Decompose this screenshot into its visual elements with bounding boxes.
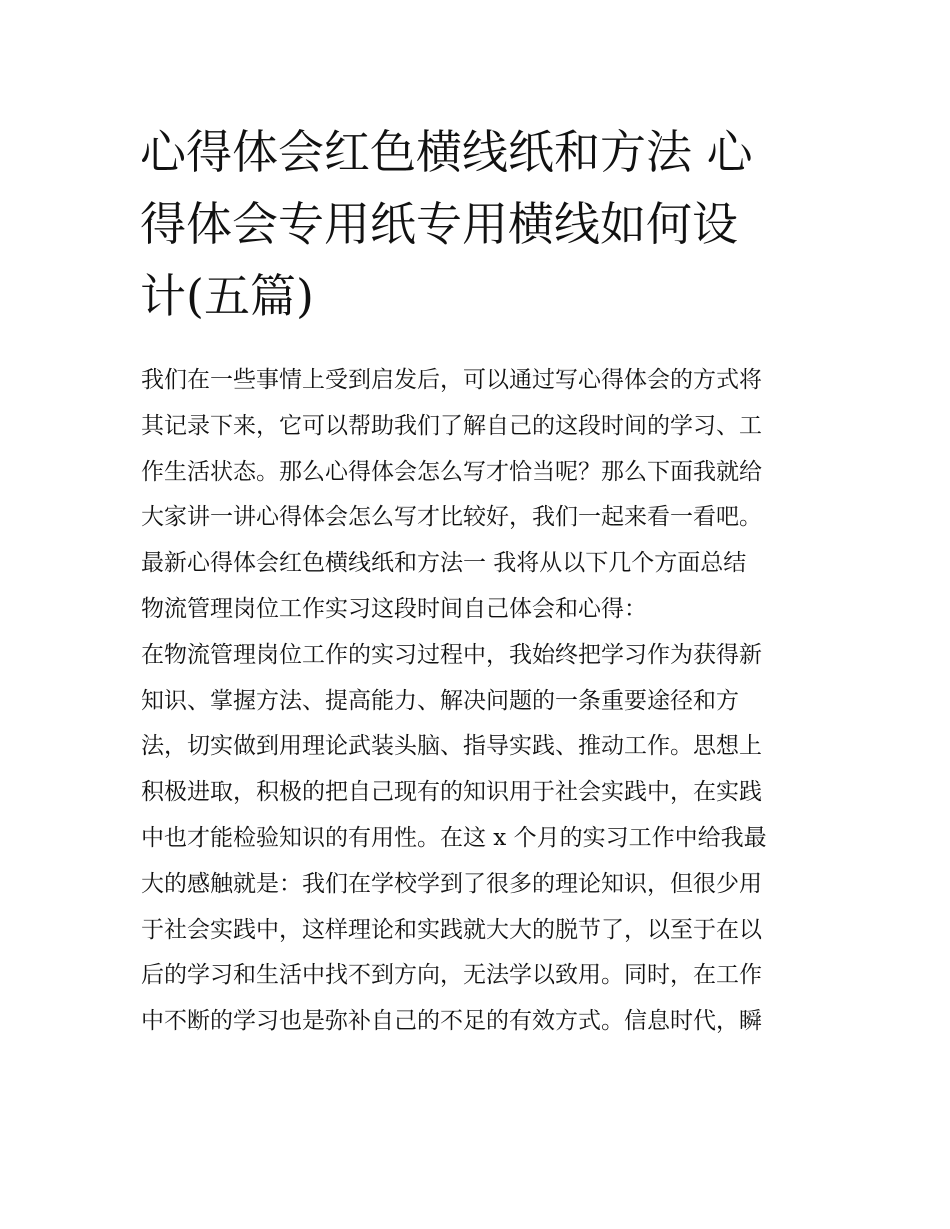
body-line: 中也才能检验知识的有用性。在这 x 个月的实习工作中给我最 [141,824,767,851]
body-line: 法，切实做到用理论武装头脑、指导实践、推动工作。思想上 [141,733,762,760]
title-line: 得体会专用纸专用横线如何设 [140,197,738,251]
title-line: 计(五篇) [140,269,314,323]
body-line: 我们在一些事情上受到启发后，可以通过写心得体会的方式将 [141,367,762,393]
body-line: 在物流管理岗位工作的实习过程中，我始终把学习作为获得新 [141,641,762,668]
title-line: 心得体会红色横线纸和方法 心 [140,125,753,179]
body-line: 于社会实践中，这样理论和实践就大大的脱节了，以至于在以 [141,916,762,943]
body-line: 积极进取，积极的把自己现有的知识用于社会实践中，在实践 [141,779,762,806]
body-line: 知识、掌握方法、提高能力、解决问题的一条重要途径和方 [141,687,739,714]
body-line: 物流管理岗位工作实习这段时间自己体会和心得： [141,595,647,622]
body-line: 作生活状态。那么心得体会怎么写才恰当呢？那么下面我就给 [141,458,762,485]
body-line: 大的感触就是：我们在学校学到了很多的理论知识，但很少用 [141,870,762,897]
body-line: 后的学习和生活中找不到方向，无法学以致用。同时，在工作 [141,962,762,989]
body-line: 最新心得体会红色横线纸和方法一 我将从以下几个方面总结 [141,550,747,577]
body-line: 大家讲一讲心得体会怎么写才比较好，我们一起来看一看吧。 [141,504,762,531]
document-body [141,358,831,1045]
body-line: 中不断的学习也是弥补自己的不足的有效方式。信息时代，瞬 [141,1008,762,1035]
document-title [140,116,820,332]
body-line: 其记录下来，它可以帮助我们了解自己的这段时间的学习、工 [141,412,762,439]
